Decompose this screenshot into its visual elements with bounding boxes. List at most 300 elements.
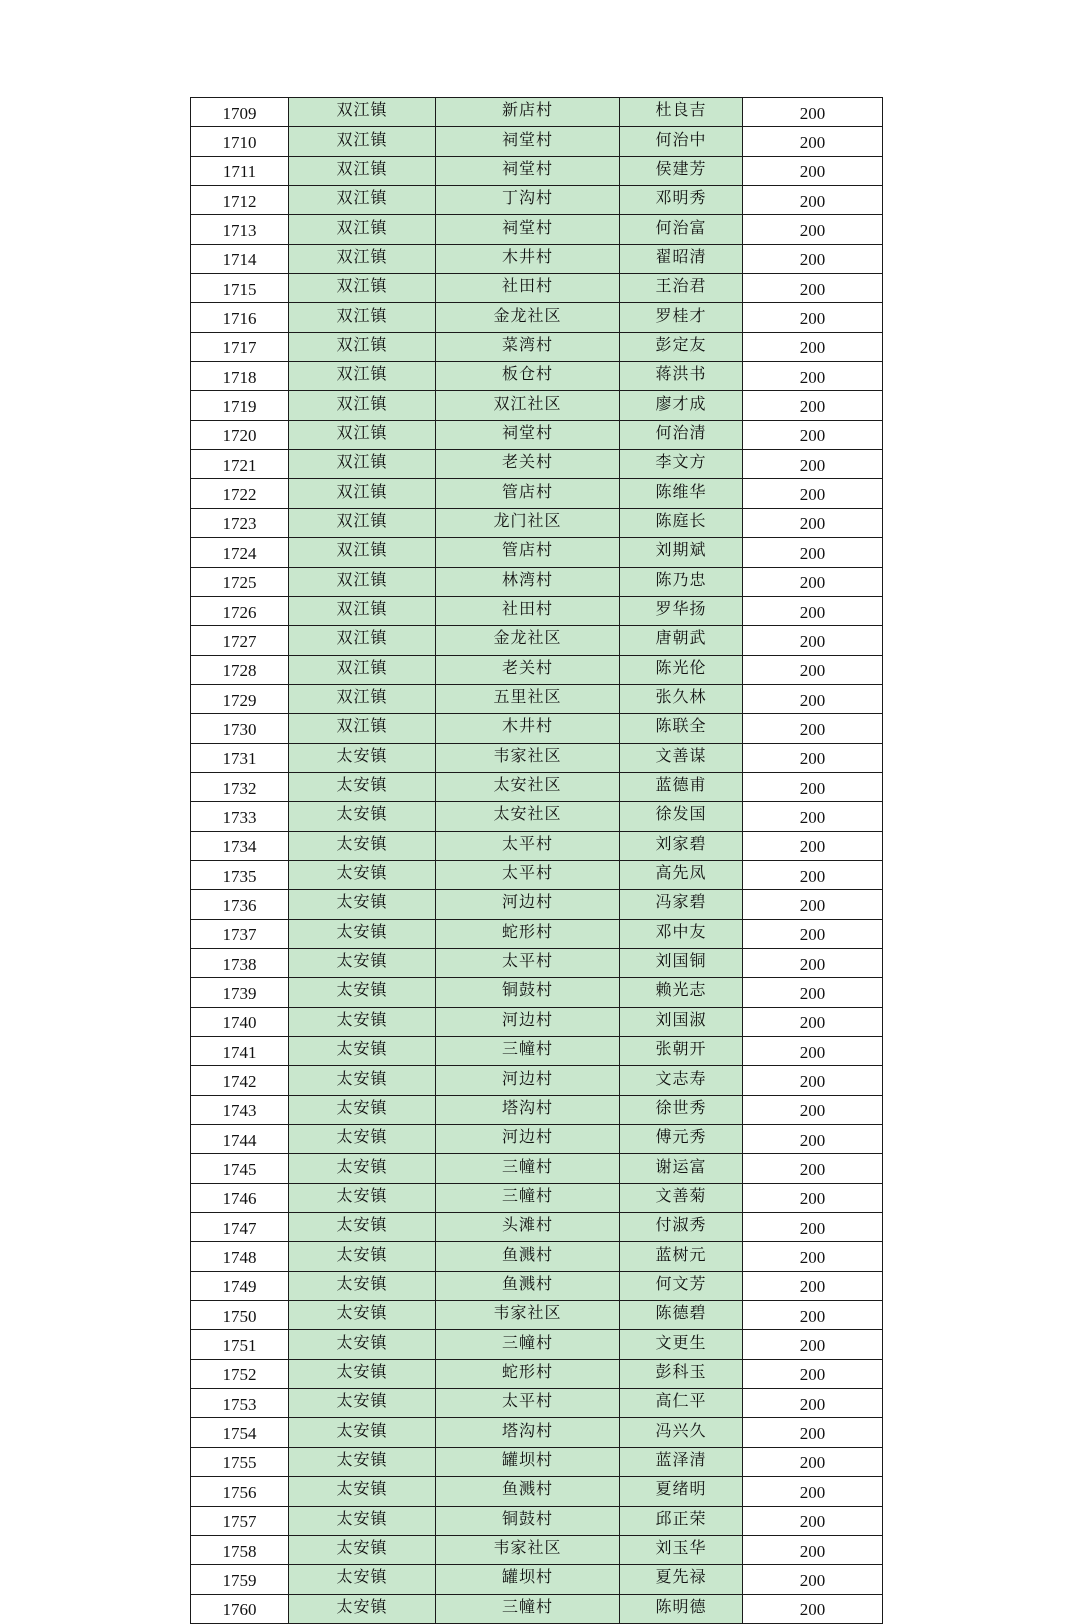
village-cell: 祠堂村 [436, 127, 620, 156]
village-cell: 新店村 [436, 98, 620, 127]
village-cell: 河边村 [436, 1066, 620, 1095]
table-row [191, 362, 883, 391]
name-cell: 陈乃忠 [620, 567, 743, 596]
amount-cell: 200 [743, 655, 883, 684]
village-cell: 韦家社区 [436, 743, 620, 772]
name-cell: 文善谋 [620, 743, 743, 772]
town-cell: 双江镇 [289, 567, 436, 596]
data-table [190, 97, 883, 1624]
amount-cell: 200 [743, 1594, 883, 1623]
village-cell: 鱼溅村 [436, 1242, 620, 1271]
amount-cell: 200 [743, 919, 883, 948]
amount-cell: 200 [743, 714, 883, 743]
table-row [191, 1301, 883, 1330]
row-number-cell: 1727 [191, 626, 289, 655]
table-row [191, 186, 883, 215]
row-number-cell: 1740 [191, 1007, 289, 1036]
name-cell: 刘期斌 [620, 538, 743, 567]
town-cell: 双江镇 [289, 538, 436, 567]
amount-cell: 200 [743, 1007, 883, 1036]
village-cell: 罐坝村 [436, 1447, 620, 1476]
name-cell: 谢运富 [620, 1154, 743, 1183]
village-cell: 三幢村 [436, 1183, 620, 1212]
row-number-cell: 1756 [191, 1477, 289, 1506]
amount-cell: 200 [743, 596, 883, 625]
town-cell: 双江镇 [289, 626, 436, 655]
town-cell: 太安镇 [289, 1447, 436, 1476]
table-row [191, 1565, 883, 1594]
village-cell: 太平村 [436, 831, 620, 860]
table-row [191, 1066, 883, 1095]
village-cell: 塔沟村 [436, 1418, 620, 1447]
row-number-cell: 1713 [191, 215, 289, 244]
town-cell: 太安镇 [289, 1037, 436, 1066]
table-row [191, 772, 883, 801]
village-cell: 罐坝村 [436, 1565, 620, 1594]
village-cell: 三幢村 [436, 1037, 620, 1066]
town-cell: 太安镇 [289, 743, 436, 772]
row-number-cell: 1738 [191, 948, 289, 977]
table-row [191, 860, 883, 889]
village-cell: 菜湾村 [436, 332, 620, 361]
table-row [191, 479, 883, 508]
name-cell: 陈联全 [620, 714, 743, 743]
name-cell: 李文方 [620, 450, 743, 479]
town-cell: 双江镇 [289, 508, 436, 537]
village-cell: 三幢村 [436, 1330, 620, 1359]
name-cell: 蒋洪书 [620, 362, 743, 391]
name-cell: 刘国淑 [620, 1007, 743, 1036]
table-row [191, 98, 883, 127]
village-cell: 铜鼓村 [436, 978, 620, 1007]
row-number-cell: 1755 [191, 1447, 289, 1476]
amount-cell: 200 [743, 802, 883, 831]
name-cell: 高仁平 [620, 1389, 743, 1418]
table-row [191, 1037, 883, 1066]
town-cell: 双江镇 [289, 244, 436, 273]
village-cell: 林湾村 [436, 567, 620, 596]
name-cell: 陈德碧 [620, 1301, 743, 1330]
village-cell: 龙门社区 [436, 508, 620, 537]
row-number-cell: 1752 [191, 1359, 289, 1388]
table-row [191, 1594, 883, 1623]
table-row [191, 831, 883, 860]
amount-cell: 200 [743, 332, 883, 361]
table-row [191, 1007, 883, 1036]
amount-cell: 200 [743, 1183, 883, 1212]
amount-cell: 200 [743, 626, 883, 655]
table-row [191, 1477, 883, 1506]
village-cell: 太平村 [436, 1389, 620, 1418]
village-cell: 老关村 [436, 450, 620, 479]
town-cell: 太安镇 [289, 1565, 436, 1594]
table-row [191, 1330, 883, 1359]
row-number-cell: 1730 [191, 714, 289, 743]
village-cell: 蛇形村 [436, 919, 620, 948]
village-cell: 丁沟村 [436, 186, 620, 215]
row-number-cell: 1747 [191, 1213, 289, 1242]
row-number-cell: 1717 [191, 332, 289, 361]
row-number-cell: 1743 [191, 1095, 289, 1124]
row-number-cell: 1726 [191, 596, 289, 625]
row-number-cell: 1745 [191, 1154, 289, 1183]
row-number-cell: 1734 [191, 831, 289, 860]
name-cell: 夏绪明 [620, 1477, 743, 1506]
name-cell: 陈维华 [620, 479, 743, 508]
town-cell: 双江镇 [289, 274, 436, 303]
amount-cell: 200 [743, 186, 883, 215]
village-cell: 三幢村 [436, 1154, 620, 1183]
amount-cell: 200 [743, 978, 883, 1007]
row-number-cell: 1748 [191, 1242, 289, 1271]
village-cell: 木井村 [436, 244, 620, 273]
amount-cell: 200 [743, 274, 883, 303]
row-number-cell: 1714 [191, 244, 289, 273]
row-number-cell: 1712 [191, 186, 289, 215]
town-cell: 太安镇 [289, 1418, 436, 1447]
table-row [191, 567, 883, 596]
table-body [191, 98, 883, 1624]
name-cell: 刘玉华 [620, 1535, 743, 1564]
town-cell: 太安镇 [289, 772, 436, 801]
village-cell: 金龙社区 [436, 626, 620, 655]
name-cell: 刘家碧 [620, 831, 743, 860]
amount-cell: 200 [743, 244, 883, 273]
village-cell: 社田村 [436, 596, 620, 625]
table-row [191, 1154, 883, 1183]
name-cell: 刘国铜 [620, 948, 743, 977]
town-cell: 太安镇 [289, 919, 436, 948]
row-number-cell: 1729 [191, 684, 289, 713]
village-cell: 社田村 [436, 274, 620, 303]
table-row [191, 714, 883, 743]
amount-cell: 200 [743, 303, 883, 332]
row-number-cell: 1760 [191, 1594, 289, 1623]
name-cell: 侯建芳 [620, 156, 743, 185]
village-cell: 河边村 [436, 1007, 620, 1036]
name-cell: 邓明秀 [620, 186, 743, 215]
name-cell: 罗桂才 [620, 303, 743, 332]
village-cell: 金龙社区 [436, 303, 620, 332]
name-cell: 冯兴久 [620, 1418, 743, 1447]
amount-cell: 200 [743, 948, 883, 977]
town-cell: 太安镇 [289, 948, 436, 977]
village-cell: 祠堂村 [436, 156, 620, 185]
row-number-cell: 1715 [191, 274, 289, 303]
amount-cell: 200 [743, 1242, 883, 1271]
row-number-cell: 1739 [191, 978, 289, 1007]
town-cell: 太安镇 [289, 802, 436, 831]
village-cell: 韦家社区 [436, 1535, 620, 1564]
row-number-cell: 1742 [191, 1066, 289, 1095]
town-cell: 太安镇 [289, 1154, 436, 1183]
village-cell: 太平村 [436, 860, 620, 889]
amount-cell: 200 [743, 743, 883, 772]
amount-cell: 200 [743, 508, 883, 537]
village-cell: 双江社区 [436, 391, 620, 420]
name-cell: 罗华扬 [620, 596, 743, 625]
town-cell: 双江镇 [289, 655, 436, 684]
town-cell: 双江镇 [289, 362, 436, 391]
amount-cell: 200 [743, 1389, 883, 1418]
town-cell: 太安镇 [289, 1095, 436, 1124]
town-cell: 双江镇 [289, 479, 436, 508]
name-cell: 杜良吉 [620, 98, 743, 127]
amount-cell: 200 [743, 127, 883, 156]
amount-cell: 200 [743, 860, 883, 889]
amount-cell: 200 [743, 1301, 883, 1330]
village-cell: 河边村 [436, 890, 620, 919]
amount-cell: 200 [743, 1477, 883, 1506]
name-cell: 张朝开 [620, 1037, 743, 1066]
table-row [191, 1183, 883, 1212]
name-cell: 邱正荣 [620, 1506, 743, 1535]
row-number-cell: 1751 [191, 1330, 289, 1359]
amount-cell: 200 [743, 890, 883, 919]
town-cell: 太安镇 [289, 1535, 436, 1564]
row-number-cell: 1731 [191, 743, 289, 772]
town-cell: 双江镇 [289, 186, 436, 215]
table-row [191, 596, 883, 625]
amount-cell: 200 [743, 1125, 883, 1154]
town-cell: 太安镇 [289, 1242, 436, 1271]
name-cell: 何文芳 [620, 1271, 743, 1300]
amount-cell: 200 [743, 772, 883, 801]
row-number-cell: 1736 [191, 890, 289, 919]
village-cell: 太安社区 [436, 772, 620, 801]
table-row [191, 1242, 883, 1271]
town-cell: 太安镇 [289, 1359, 436, 1388]
name-cell: 文更生 [620, 1330, 743, 1359]
name-cell: 赖光志 [620, 978, 743, 1007]
name-cell: 夏先禄 [620, 1565, 743, 1594]
village-cell: 鱼溅村 [436, 1271, 620, 1300]
table-row [191, 743, 883, 772]
row-number-cell: 1753 [191, 1389, 289, 1418]
table-row [191, 420, 883, 449]
amount-cell: 200 [743, 391, 883, 420]
table-row [191, 332, 883, 361]
amount-cell: 200 [743, 479, 883, 508]
amount-cell: 200 [743, 362, 883, 391]
table-row [191, 919, 883, 948]
table-row [191, 1213, 883, 1242]
table-row [191, 626, 883, 655]
amount-cell: 200 [743, 420, 883, 449]
town-cell: 双江镇 [289, 332, 436, 361]
name-cell: 徐发国 [620, 802, 743, 831]
row-number-cell: 1710 [191, 127, 289, 156]
row-number-cell: 1732 [191, 772, 289, 801]
row-number-cell: 1718 [191, 362, 289, 391]
town-cell: 双江镇 [289, 596, 436, 625]
village-cell: 管店村 [436, 479, 620, 508]
village-cell: 祠堂村 [436, 215, 620, 244]
table-row [191, 978, 883, 1007]
amount-cell: 200 [743, 1330, 883, 1359]
table-row [191, 684, 883, 713]
village-cell: 管店村 [436, 538, 620, 567]
amount-cell: 200 [743, 1565, 883, 1594]
village-cell: 五里社区 [436, 684, 620, 713]
table-row [191, 1535, 883, 1564]
town-cell: 双江镇 [289, 127, 436, 156]
table-row [191, 450, 883, 479]
table-row [191, 948, 883, 977]
amount-cell: 200 [743, 1418, 883, 1447]
amount-cell: 200 [743, 156, 883, 185]
row-number-cell: 1733 [191, 802, 289, 831]
row-number-cell: 1722 [191, 479, 289, 508]
row-number-cell: 1741 [191, 1037, 289, 1066]
amount-cell: 200 [743, 1095, 883, 1124]
amount-cell: 200 [743, 450, 883, 479]
row-number-cell: 1709 [191, 98, 289, 127]
town-cell: 太安镇 [289, 1066, 436, 1095]
name-cell: 翟昭清 [620, 244, 743, 273]
amount-cell: 200 [743, 1506, 883, 1535]
town-cell: 太安镇 [289, 1125, 436, 1154]
amount-cell: 200 [743, 1359, 883, 1388]
town-cell: 双江镇 [289, 391, 436, 420]
table-row [191, 244, 883, 273]
village-cell: 祠堂村 [436, 420, 620, 449]
table-row [191, 508, 883, 537]
amount-cell: 200 [743, 538, 883, 567]
name-cell: 付淑秀 [620, 1213, 743, 1242]
table-row [191, 127, 883, 156]
village-cell: 蛇形村 [436, 1359, 620, 1388]
amount-cell: 200 [743, 1447, 883, 1476]
name-cell: 高先凤 [620, 860, 743, 889]
name-cell: 蓝德甫 [620, 772, 743, 801]
row-number-cell: 1720 [191, 420, 289, 449]
town-cell: 太安镇 [289, 860, 436, 889]
name-cell: 张久林 [620, 684, 743, 713]
name-cell: 何治富 [620, 215, 743, 244]
village-cell: 韦家社区 [436, 1301, 620, 1330]
town-cell: 太安镇 [289, 890, 436, 919]
row-number-cell: 1758 [191, 1535, 289, 1564]
row-number-cell: 1757 [191, 1506, 289, 1535]
table-row [191, 802, 883, 831]
town-cell: 双江镇 [289, 303, 436, 332]
table-row [191, 1271, 883, 1300]
row-number-cell: 1723 [191, 508, 289, 537]
town-cell: 太安镇 [289, 1271, 436, 1300]
row-number-cell: 1737 [191, 919, 289, 948]
name-cell: 文志寿 [620, 1066, 743, 1095]
name-cell: 蓝泽清 [620, 1447, 743, 1476]
table-row [191, 215, 883, 244]
town-cell: 双江镇 [289, 684, 436, 713]
row-number-cell: 1724 [191, 538, 289, 567]
row-number-cell: 1735 [191, 860, 289, 889]
row-number-cell: 1744 [191, 1125, 289, 1154]
table-row [191, 890, 883, 919]
row-number-cell: 1759 [191, 1565, 289, 1594]
village-cell: 头滩村 [436, 1213, 620, 1242]
name-cell: 陈明德 [620, 1594, 743, 1623]
table-row [191, 274, 883, 303]
name-cell: 廖才成 [620, 391, 743, 420]
name-cell: 彭定友 [620, 332, 743, 361]
row-number-cell: 1716 [191, 303, 289, 332]
name-cell: 蓝树元 [620, 1242, 743, 1271]
village-cell: 木井村 [436, 714, 620, 743]
table-row [191, 1447, 883, 1476]
name-cell: 冯家碧 [620, 890, 743, 919]
name-cell: 文善菊 [620, 1183, 743, 1212]
name-cell: 何治清 [620, 420, 743, 449]
town-cell: 太安镇 [289, 1007, 436, 1036]
amount-cell: 200 [743, 1535, 883, 1564]
town-cell: 双江镇 [289, 98, 436, 127]
amount-cell: 200 [743, 215, 883, 244]
village-cell: 板仓村 [436, 362, 620, 391]
name-cell: 彭科玉 [620, 1359, 743, 1388]
village-cell: 太安社区 [436, 802, 620, 831]
amount-cell: 200 [743, 1154, 883, 1183]
amount-cell: 200 [743, 567, 883, 596]
village-cell: 三幢村 [436, 1594, 620, 1623]
table-row [191, 391, 883, 420]
town-cell: 太安镇 [289, 1330, 436, 1359]
town-cell: 双江镇 [289, 714, 436, 743]
name-cell: 唐朝武 [620, 626, 743, 655]
row-number-cell: 1719 [191, 391, 289, 420]
row-number-cell: 1754 [191, 1418, 289, 1447]
name-cell: 傅元秀 [620, 1125, 743, 1154]
name-cell: 王治君 [620, 274, 743, 303]
town-cell: 太安镇 [289, 1477, 436, 1506]
row-number-cell: 1721 [191, 450, 289, 479]
village-cell: 河边村 [436, 1125, 620, 1154]
row-number-cell: 1750 [191, 1301, 289, 1330]
village-cell: 老关村 [436, 655, 620, 684]
town-cell: 太安镇 [289, 1301, 436, 1330]
town-cell: 双江镇 [289, 450, 436, 479]
village-cell: 鱼溅村 [436, 1477, 620, 1506]
town-cell: 太安镇 [289, 1389, 436, 1418]
table-row [191, 156, 883, 185]
town-cell: 太安镇 [289, 831, 436, 860]
amount-cell: 200 [743, 831, 883, 860]
table-row [191, 1095, 883, 1124]
village-cell: 塔沟村 [436, 1095, 620, 1124]
table-row [191, 303, 883, 332]
table-row [191, 1389, 883, 1418]
name-cell: 陈庭长 [620, 508, 743, 537]
amount-cell: 200 [743, 1213, 883, 1242]
row-number-cell: 1725 [191, 567, 289, 596]
town-cell: 双江镇 [289, 156, 436, 185]
town-cell: 太安镇 [289, 1183, 436, 1212]
name-cell: 邓中友 [620, 919, 743, 948]
row-number-cell: 1728 [191, 655, 289, 684]
amount-cell: 200 [743, 98, 883, 127]
name-cell: 何治中 [620, 127, 743, 156]
table-row [191, 1359, 883, 1388]
town-cell: 双江镇 [289, 215, 436, 244]
town-cell: 太安镇 [289, 1506, 436, 1535]
town-cell: 太安镇 [289, 978, 436, 1007]
town-cell: 双江镇 [289, 420, 436, 449]
table-row [191, 655, 883, 684]
table-row [191, 538, 883, 567]
table-row [191, 1125, 883, 1154]
table-row [191, 1418, 883, 1447]
